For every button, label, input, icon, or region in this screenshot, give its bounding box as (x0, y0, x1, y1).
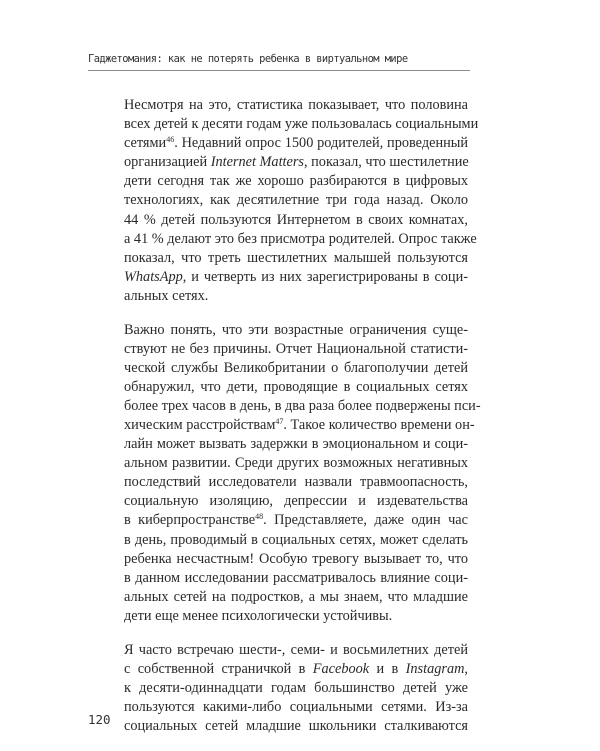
text-line (124, 531, 468, 550)
text-run: альных сетей на подростков, а мы знаем, что младшие (124, 588, 468, 605)
text-run: к десяти-одиннадцати годам большинство детей уже (124, 679, 468, 696)
text-run: . Такое количество времени он- (283, 417, 475, 433)
text-line (124, 660, 468, 679)
text-run: ческой службы Великобритании о благополучии детей (124, 359, 468, 376)
italic-term: Internet Matters (210, 154, 304, 171)
text-line (124, 153, 468, 172)
text-line (124, 211, 468, 230)
text-run: и в (369, 660, 406, 677)
italic-term: Instagram (405, 660, 465, 677)
paragraph (124, 641, 468, 736)
text-run: более трех часов в день, в два раза более подвержены пси- (124, 397, 481, 414)
text-run: альных сетях. (124, 287, 209, 304)
text-line (124, 378, 468, 397)
text-line (124, 134, 468, 153)
text-run: последствий исследователи назвали травмоопасность, (124, 474, 468, 491)
text-line (124, 569, 468, 588)
text-run: всех детей к десяти годам уже пользовалась социальными (124, 116, 479, 133)
text-line (124, 115, 479, 134)
text-run: пользуются какими-либо социальными сетями. Из-за (124, 698, 468, 715)
text-run: ствуют не без причины. Отчет Национальной статисти- (124, 340, 468, 357)
text-run: с собственной страничкой в (124, 660, 313, 677)
text-run: , (464, 660, 468, 677)
text-run: , показал, что шестилетние (304, 154, 469, 171)
text-run: обнаружил, что дети, проводящие в социальных сетях (124, 378, 468, 395)
running-head: Гаджетомания: как не потерять ребенка в виртуальном мире (88, 53, 408, 65)
text-run: . Недавний опрос 1500 родителей, проведенный (174, 135, 468, 152)
italic-term: Facebook (312, 660, 370, 677)
text-run: Несмотря на это, статистика показывает, что половина (124, 97, 468, 113)
text-run: дети сегодня так же хорошо разбираются в цифровых (124, 173, 468, 190)
text-line (124, 588, 468, 607)
text-run: социальную изоляцию, депрессии и издевательства (124, 493, 468, 510)
footnote-ref: 48 (255, 512, 264, 522)
text-line (124, 454, 468, 473)
page-number: 120 (88, 712, 111, 727)
text-run: социальных сетей младшие школьники сталкиваются (124, 717, 468, 734)
text-line (124, 340, 468, 359)
italic-term: WhatsApp (124, 268, 183, 285)
text-run: лайн может вызвать задержки в эмоциональном и соци- (124, 436, 468, 453)
header-rule (88, 70, 470, 71)
text-line (124, 230, 477, 249)
text-run: в киберпространстве (124, 512, 256, 529)
paragraph (124, 321, 481, 627)
text-line (124, 321, 468, 340)
body-text (124, 96, 481, 751)
text-line (124, 359, 468, 378)
text-run: Я часто встречаю шести-, семи- и восьмилетних детей (124, 641, 468, 658)
text-run: хическим расстройствам (124, 417, 276, 433)
text-line (124, 96, 468, 115)
text-run: Важно понять, что эти возрастные ограничения суще- (124, 321, 468, 338)
text-run: сетями (124, 135, 167, 152)
text-run: а 41 % делают это без присмотра родителей. Опрос также (124, 230, 477, 247)
text-run: 44 % детей пользуются Интернетом в своих комнатах, (124, 211, 468, 228)
text-line (124, 397, 481, 416)
text-line (124, 287, 468, 306)
text-line (124, 172, 468, 191)
text-line (124, 416, 475, 435)
text-line (124, 473, 468, 492)
text-line (124, 191, 468, 210)
text-line (124, 249, 468, 268)
text-run: технологиях, как десятилетние три года назад. Около (124, 192, 468, 209)
text-run: в день, проводимый в социальных сетях, может сделать (124, 531, 468, 548)
text-run: альном развитии. Среди других возможных негативных (124, 455, 468, 472)
text-run: , и четверть из них зарегистрированы в соци- (182, 268, 468, 285)
text-run: в данном исследовании рассматривалось влияние соци- (124, 569, 468, 586)
footnote-ref: 46 (166, 135, 175, 145)
text-line (124, 641, 468, 660)
text-line (124, 511, 468, 530)
text-run: показал, что треть шестилетних малышей пользуются (124, 249, 468, 266)
text-line (124, 717, 468, 736)
text-line (124, 492, 468, 511)
text-line (124, 698, 468, 717)
paragraph (124, 96, 479, 306)
text-run: . Представляете, даже один час (263, 512, 468, 529)
footnote-ref: 47 (275, 417, 284, 426)
text-line (124, 607, 468, 626)
text-line (124, 268, 468, 287)
text-run: дети еще менее психологически устойчивы. (124, 607, 393, 624)
text-line (124, 550, 468, 569)
text-run: организацией (124, 154, 211, 171)
text-line (124, 679, 468, 698)
text-run: ребенка несчастным! Особую тревогу вызывает то, что (124, 550, 468, 567)
text-line (124, 435, 468, 454)
